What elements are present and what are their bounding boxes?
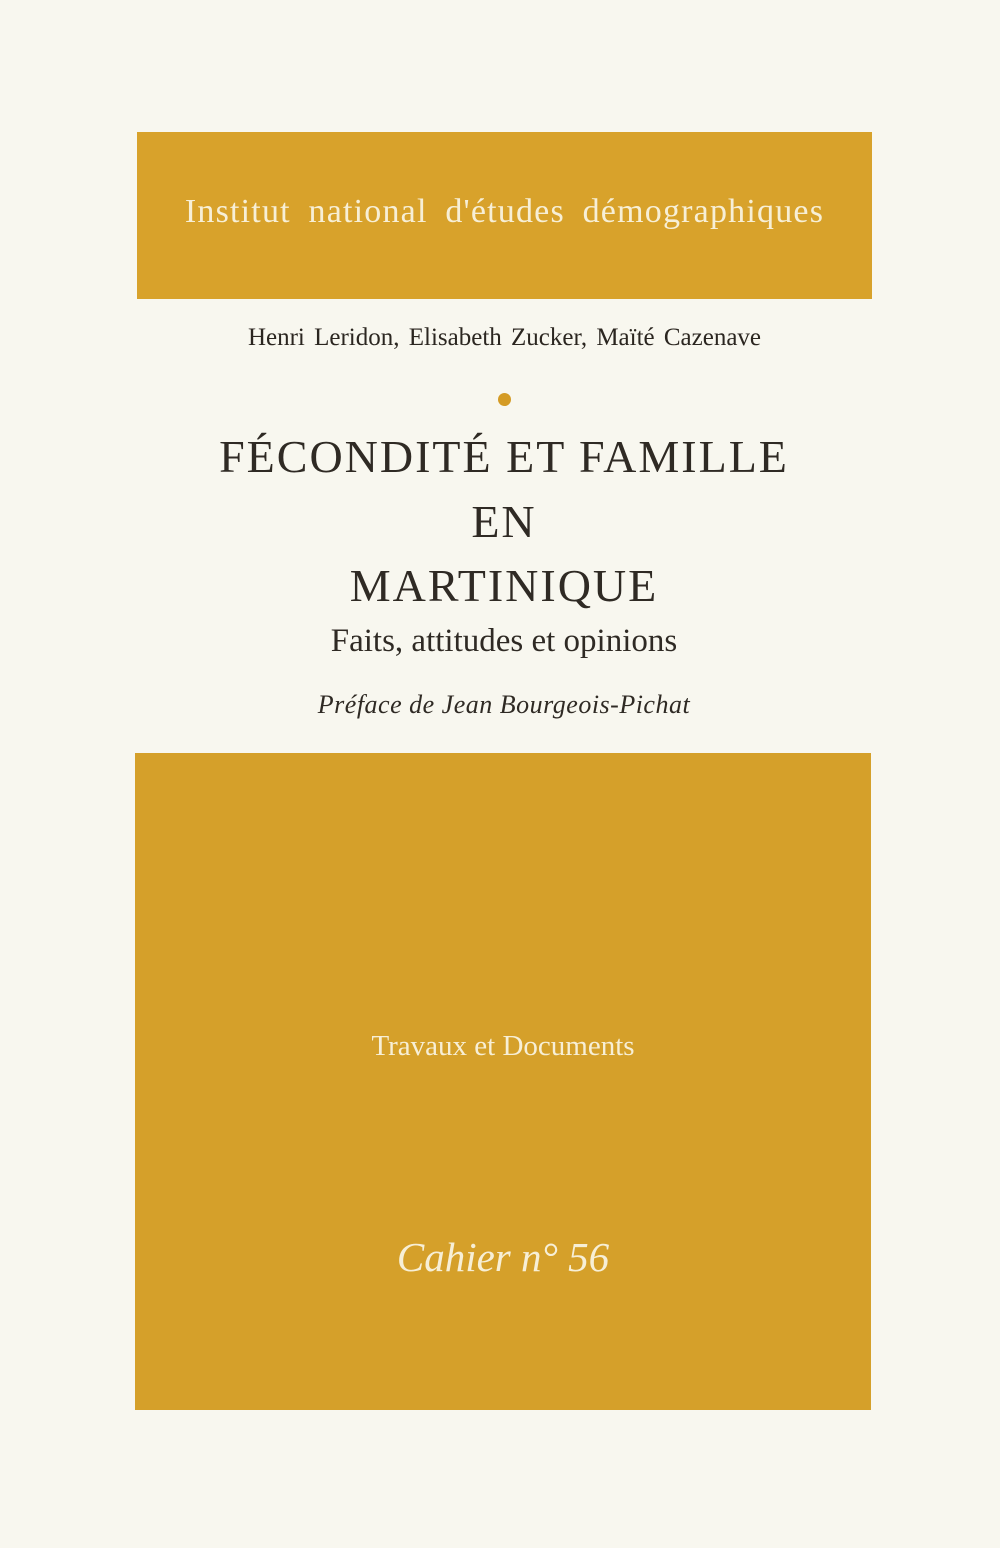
publisher-name: Institut national d'études démographiques — [184, 192, 825, 230]
title-line-1: FÉCONDITÉ ET FAMILLE — [219, 431, 789, 482]
publisher-band — [137, 132, 872, 299]
decorative-dot-icon — [498, 393, 511, 406]
subtitle: Faits, attitudes et opinions — [330, 623, 678, 659]
title-line-3: MARTINIQUE — [349, 560, 659, 611]
series-name: Travaux et Documents — [371, 1030, 635, 1062]
authors: Henri Leridon, Elisabeth Zucker, Maïté Cazenave — [247, 324, 762, 351]
series-band — [135, 753, 871, 1410]
title-line-2: EN — [471, 496, 537, 547]
cahier-number: Cahier n° 56 — [396, 1234, 610, 1280]
preface-credit: Préface de Jean Bourgeois-Pichat — [317, 690, 691, 719]
